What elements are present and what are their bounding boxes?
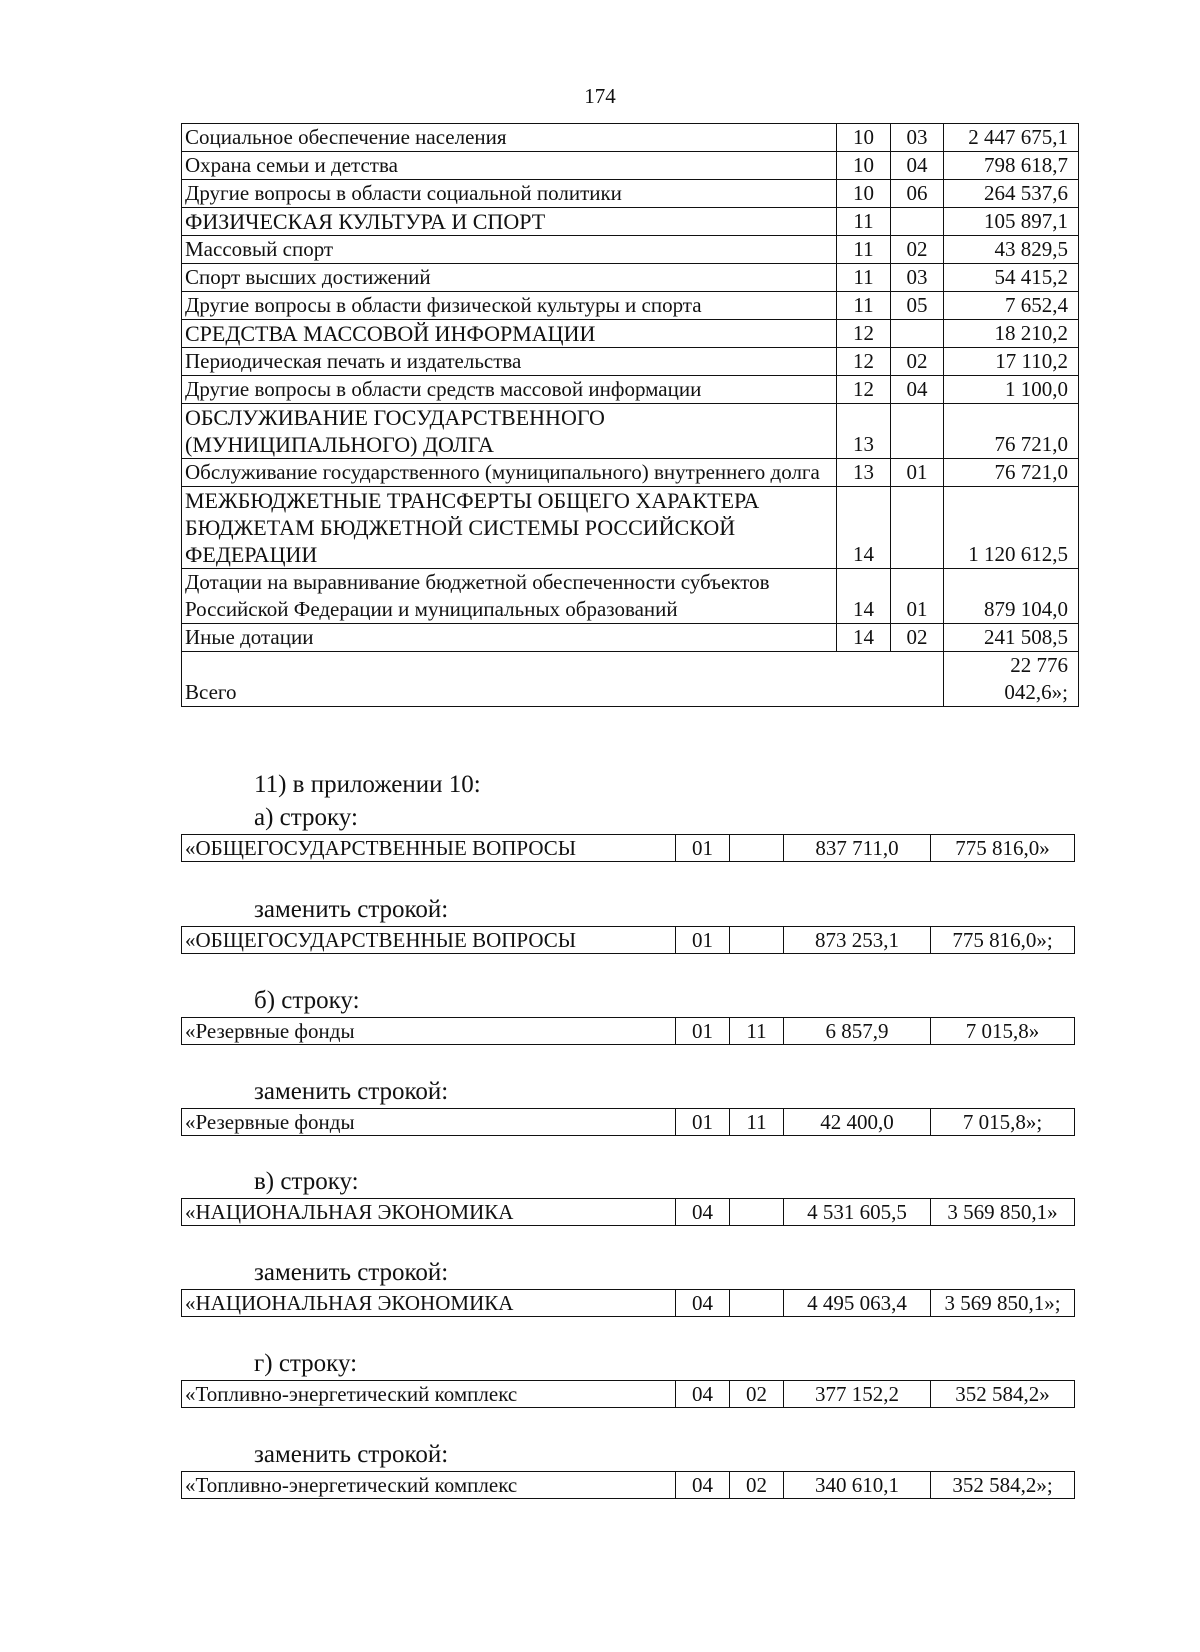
table-row xyxy=(182,292,1079,320)
table-row xyxy=(182,1018,1075,1045)
row-sum-next-year: 352 584,2»; xyxy=(931,1472,1075,1499)
row-name: Охрана семьи и детства xyxy=(182,152,837,180)
table-row xyxy=(182,320,1079,348)
row-section-code: 13 xyxy=(837,404,891,459)
row-section-code: 14 xyxy=(837,569,891,624)
amendment-row-table xyxy=(181,1380,1075,1408)
total-sum: 22 776 042,6»; xyxy=(944,652,1079,707)
row-sum: 76 721,0 xyxy=(944,404,1079,459)
amendment-row-table xyxy=(181,1017,1075,1045)
row-sum-current-year: 6 857,9 xyxy=(784,1018,931,1045)
row-sum-next-year: 3 569 850,1» xyxy=(931,1199,1075,1226)
amendment-row-table xyxy=(181,926,1075,954)
row-sum-next-year: 352 584,2» xyxy=(931,1381,1075,1408)
row-section-code: 01 xyxy=(676,835,730,862)
row-subsection-code: 01 xyxy=(891,459,944,487)
row-subsection-code: 02 xyxy=(891,236,944,264)
total-row xyxy=(182,652,1079,707)
row-sum: 7 652,4 xyxy=(944,292,1079,320)
row-section-code: 01 xyxy=(676,927,730,954)
table-row xyxy=(182,1199,1075,1226)
row-section-code: 14 xyxy=(837,487,891,569)
row-sum-current-year: 340 610,1 xyxy=(784,1472,931,1499)
table-row xyxy=(182,348,1079,376)
row-name: Другие вопросы в области физической культуры и спорта xyxy=(182,292,837,320)
amendment-label: б) строку: xyxy=(254,987,360,1014)
appendix-heading: 11) в приложении 10: xyxy=(254,771,481,798)
row-section-code: 04 xyxy=(676,1472,730,1499)
row-subsection-code: 01 xyxy=(891,569,944,624)
row-subsection-code xyxy=(730,1290,784,1317)
row-subsection-code: 02 xyxy=(730,1472,784,1499)
row-section-code: 10 xyxy=(837,124,891,152)
table-row xyxy=(182,404,1079,459)
row-section-code: 12 xyxy=(837,376,891,404)
row-name: МЕЖБЮДЖЕТНЫЕ ТРАНСФЕРТЫ ОБЩЕГО ХАРАКТЕРА БЮДЖЕТАМ БЮДЖЕТНОЙ СИСТЕМЫ РОССИЙСКОЙ ФЕДЕРАЦИИ xyxy=(182,487,837,569)
amendment-row-table xyxy=(181,1471,1075,1499)
row-name: Дотации на выравнивание бюджетной обеспеченности субъектов Российской Федерации и муниципальных образований xyxy=(182,569,837,624)
row-section-code: 01 xyxy=(676,1018,730,1045)
row-section-code: 11 xyxy=(837,208,891,236)
table-row xyxy=(182,569,1079,624)
table-row xyxy=(182,1290,1075,1317)
table-row xyxy=(182,927,1075,954)
table-row xyxy=(182,376,1079,404)
row-sum: 798 618,7 xyxy=(944,152,1079,180)
row-section-code: 11 xyxy=(837,264,891,292)
row-sum-current-year: 42 400,0 xyxy=(784,1109,931,1136)
table-row xyxy=(182,208,1079,236)
amendment-row-table xyxy=(181,1198,1075,1226)
row-sum-next-year: 3 569 850,1»; xyxy=(931,1290,1075,1317)
row-sum: 241 508,5 xyxy=(944,624,1079,652)
budget-table xyxy=(181,123,1079,707)
row-name: Периодическая печать и издательства xyxy=(182,348,837,376)
row-name: «Резервные фонды xyxy=(182,1109,676,1136)
row-name: «Топливно-энергетический комплекс xyxy=(182,1381,676,1408)
row-sum: 18 210,2 xyxy=(944,320,1079,348)
table-row xyxy=(182,1472,1075,1499)
row-subsection-code xyxy=(730,1199,784,1226)
row-subsection-code: 11 xyxy=(730,1018,784,1045)
table-row xyxy=(182,124,1079,152)
row-name: Другие вопросы в области социальной политики xyxy=(182,180,837,208)
row-name: «ОБЩЕГОСУДАРСТВЕННЫЕ ВОПРОСЫ xyxy=(182,927,676,954)
row-sum: 2 447 675,1 xyxy=(944,124,1079,152)
row-name: «Резервные фонды xyxy=(182,1018,676,1045)
row-subsection-code xyxy=(891,487,944,569)
amendment-row-table xyxy=(181,1108,1075,1136)
row-sum: 76 721,0 xyxy=(944,459,1079,487)
table-row xyxy=(182,835,1075,862)
table-row xyxy=(182,264,1079,292)
table-row xyxy=(182,236,1079,264)
row-subsection-code: 04 xyxy=(891,376,944,404)
amendment-row-table xyxy=(181,1289,1075,1317)
row-sum-next-year: 7 015,8»; xyxy=(931,1109,1075,1136)
amendment-label: а) строку: xyxy=(254,804,358,831)
row-section-code: 04 xyxy=(676,1199,730,1226)
row-subsection-code: 03 xyxy=(891,264,944,292)
row-section-code: 01 xyxy=(676,1109,730,1136)
row-name: «ОБЩЕГОСУДАРСТВЕННЫЕ ВОПРОСЫ xyxy=(182,835,676,862)
row-name: Другие вопросы в области средств массовой информации xyxy=(182,376,837,404)
row-name: Массовый спорт xyxy=(182,236,837,264)
amendment-label: заменить строкой: xyxy=(254,1078,449,1105)
table-row xyxy=(182,1109,1075,1136)
row-subsection-code xyxy=(891,208,944,236)
row-name: Спорт высших достижений xyxy=(182,264,837,292)
row-subsection-code xyxy=(891,320,944,348)
table-row xyxy=(182,624,1079,652)
row-sum: 1 120 612,5 xyxy=(944,487,1079,569)
table-row xyxy=(182,459,1079,487)
page-number: 174 xyxy=(584,84,616,108)
row-section-code: 10 xyxy=(837,180,891,208)
row-section-code: 12 xyxy=(837,320,891,348)
row-subsection-code xyxy=(730,835,784,862)
row-name: СРЕДСТВА МАССОВОЙ ИНФОРМАЦИИ xyxy=(182,320,837,348)
row-name: «НАЦИОНАЛЬНАЯ ЭКОНОМИКА xyxy=(182,1199,676,1226)
total-label: Всего xyxy=(182,652,944,707)
amendment-label: заменить строкой: xyxy=(254,896,449,923)
row-subsection-code: 03 xyxy=(891,124,944,152)
row-subsection-code: 04 xyxy=(891,152,944,180)
row-sum: 43 829,5 xyxy=(944,236,1079,264)
table-row xyxy=(182,152,1079,180)
row-section-code: 04 xyxy=(676,1381,730,1408)
row-name: Социальное обеспечение населения xyxy=(182,124,837,152)
row-section-code: 11 xyxy=(837,236,891,264)
row-name: «НАЦИОНАЛЬНАЯ ЭКОНОМИКА xyxy=(182,1290,676,1317)
row-sum-current-year: 377 152,2 xyxy=(784,1381,931,1408)
row-subsection-code: 02 xyxy=(891,624,944,652)
table-row xyxy=(182,487,1079,569)
row-sum-current-year: 4 495 063,4 xyxy=(784,1290,931,1317)
amendment-row-table xyxy=(181,834,1075,862)
amendment-label: заменить строкой: xyxy=(254,1259,449,1286)
row-sum-current-year: 4 531 605,5 xyxy=(784,1199,931,1226)
row-sum: 17 110,2 xyxy=(944,348,1079,376)
table-row xyxy=(182,180,1079,208)
row-section-code: 04 xyxy=(676,1290,730,1317)
table-row xyxy=(182,1381,1075,1408)
row-sum: 879 104,0 xyxy=(944,569,1079,624)
row-sum-next-year: 775 816,0» xyxy=(931,835,1075,862)
row-section-code: 14 xyxy=(837,624,891,652)
row-subsection-code: 11 xyxy=(730,1109,784,1136)
amendment-label: г) строку: xyxy=(254,1350,358,1377)
row-sum-next-year: 775 816,0»; xyxy=(931,927,1075,954)
row-section-code: 10 xyxy=(837,152,891,180)
row-subsection-code: 02 xyxy=(730,1381,784,1408)
row-subsection-code: 06 xyxy=(891,180,944,208)
row-section-code: 11 xyxy=(837,292,891,320)
row-sum-current-year: 837 711,0 xyxy=(784,835,931,862)
row-name: Обслуживание государственного (муниципального) внутреннего долга xyxy=(182,459,837,487)
row-name: ОБСЛУЖИВАНИЕ ГОСУДАРСТВЕННОГО (МУНИЦИПАЛЬНОГО) ДОЛГА xyxy=(182,404,837,459)
row-sum-next-year: 7 015,8» xyxy=(931,1018,1075,1045)
amendment-label: заменить строкой: xyxy=(254,1441,449,1468)
row-subsection-code: 05 xyxy=(891,292,944,320)
row-name: ФИЗИЧЕСКАЯ КУЛЬТУРА И СПОРТ xyxy=(182,208,837,236)
row-sum: 105 897,1 xyxy=(944,208,1079,236)
row-section-code: 13 xyxy=(837,459,891,487)
row-sum: 264 537,6 xyxy=(944,180,1079,208)
row-name: «Топливно-энергетический комплекс xyxy=(182,1472,676,1499)
row-subsection-code: 02 xyxy=(891,348,944,376)
row-sum: 54 415,2 xyxy=(944,264,1079,292)
row-sum-current-year: 873 253,1 xyxy=(784,927,931,954)
row-sum: 1 100,0 xyxy=(944,376,1079,404)
amendment-label: в) строку: xyxy=(254,1168,359,1195)
row-subsection-code xyxy=(891,404,944,459)
row-name: Иные дотации xyxy=(182,624,837,652)
row-section-code: 12 xyxy=(837,348,891,376)
row-subsection-code xyxy=(730,927,784,954)
